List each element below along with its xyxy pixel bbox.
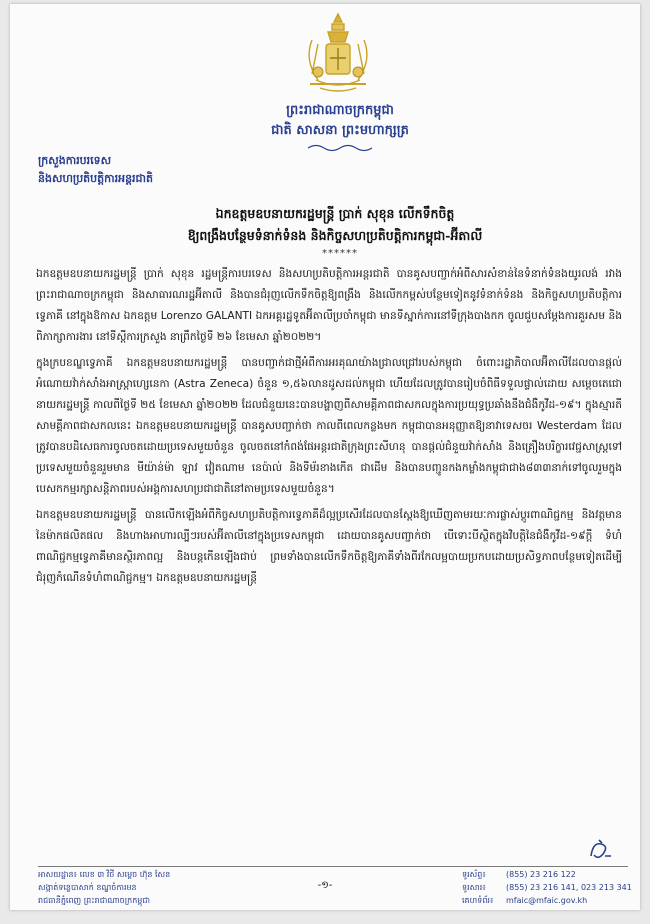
initial-signature [585,836,615,862]
ministry-name-line2: និងសហប្រតិបត្តិការអន្តរជាតិ [38,172,153,185]
address-line-3: រាជធានីភ្នំពេញ ព្រះរាជាណាចក្រកម្ពុជា [38,896,150,905]
fax-label: ទូរសារ៖ [462,883,486,892]
address-line-1: អាសយដ្ឋាន៖ លេខ ៣ វិថី សម្តេច ហ៊ុន សែន [38,870,171,879]
footer-contacts [462,868,632,907]
fax-value: (855) 23 216 141, 023 213 341 [506,883,632,892]
press-release-body [36,264,622,594]
footer-address [38,868,258,907]
page-number: -១- [317,880,333,891]
paragraph-1: ឯកឧត្តមឧបនាយករដ្ឋមន្ត្រី ប្រាក់ សុខុន រដ្ឋមន្ត្រីការបរទេស និងសហប្រតិបត្តិការអន្តរជាតិ បានគូសបញ្ជាក់អំពីសារសំខាន់នៃទំនាក់ទំនងយូរលង់ រវាងព្រះរាជាណាចក្រកម្ពុជា និងសាធារណរដ្ឋអ៊ីតាលី និងបានជំរុញលើកទឹកចិត្តឱ្យពង្រឹង និងលើកកម្ពស់បន្ថែមទៀតនូវទំនាក់ទំនង និងកិច្ចសហប្រតិបត្តិការទ្វេភាគី នៅក្នុងឱកាស ឯកឧត្តម Lorenzo GALANTI ឯកអគ្គរដ្ឋទូតអ៊ីតាលីប្រចាំកម្ពុជា មានទីស្នាក់ការនៅទីក្រុងបាងកក ចូលជួបសម្តែងការគួរសម និងពិភាក្សាការងារ នៅទីស្តីការក្រសួង នាព្រឹកថ្ងៃទី ២៦ ខែមេសា ឆ្នាំ២០២២។ [36,268,622,343]
decorative-ornament [306,144,374,152]
document-page [10,4,640,910]
press-release-title: ឯកឧត្តមឧបនាយករដ្ឋមន្ត្រី ប្រាក់ សុខុន លើកទឹកចិត្ត [215,206,455,221]
press-release-subtitle: ឱ្យពង្រឹងបន្ថែមទំនាក់ទំនង និងកិច្ចសហប្រតិបត្តិការកម្ពុជា-អ៊ីតាលី [187,228,483,243]
address-line-2: សង្កាត់ទន្លេបាសាក់ ខណ្ឌចំការមន [38,883,137,892]
ministry-name: ក្រសួងការបរទេស [38,154,112,167]
email-value: mfaic@mfaic.gov.kh [506,896,588,905]
kingdom-name: ព្រះរាជាណាចក្រកម្ពុជា [286,103,394,118]
phone-label: ទូរស័ព្ទ៖ [462,870,486,879]
royal-coat-of-arms-emblem [298,10,378,96]
phone-value: (855) 23 216 122 [506,870,576,879]
paragraph-2: ក្នុងក្របខណ្ឌទ្វេភាគី ឯកឧត្តមឧបនាយករដ្ឋមន្ត្រី បានបញ្ជាក់ជាថ្មីអំពីការអរគុណយ៉ាងជ្រាលជ្រៅរបស់កម្ពុជា ចំពោះរដ្ឋាភិបាលអ៊ីតាលីដែលបានផ្តល់អំណោយវ៉ាក់សាំងអាស្ត្រាហ្សេនេកា (Astra Zeneca) ចំនួន ១,៥៦លានដូសដល់កម្ពុជា ហើយដែលត្រូវបានរៀបចំពិធីទទួលផ្ទាល់ដោយ សម្តេចតេជោនាយករដ្ឋមន្ត្រី កាលពីថ្ងៃទី ២៥ ខែមេសា ឆ្នាំ២០២២ ដែលជំនួយនេះបានបង្ហាញពីសាមគ្គីភាពជាសកលក្នុងការប្រយុទ្ធប្រឆាំងនឹងជំងឺកូវីដ-១៩។ ក្នុងស្មារតីសាមគ្គីភាពជាសកលនេះ ឯកឧត្តមឧបនាយករដ្ឋមន្ត្រី បានគូសបញ្ជាក់ថា កាលពីពេលកន្លងមក កម្ពុជាបានអនុញ្ញាតឱ្យនាវាទេសចរ Westerdam ដែលត្រូវបានបដិសេធការចូលចតដោយប្រទេសមួយចំនួន ចូលចតនៅកំពង់ផែអន្តរជាតិក្រុងព្រះសីហនុ បានផ្តល់ជំនួយវ៉ាក់សាំង និងគ្រឿងបរិក្ខារវេជ្ជសាស្ត្រទៅប្រទេសមួយចំនួនរួមមាន មីយ៉ាន់ម៉ា ឡាវ វៀតណាម នេប៉ាល់ និងទីម័រខាងកើត ជាដើម និងបានបញ្ជូនកងកម្លាំងកម្ពុជាជាង៨៣៣នាក់ទៅចូលរួមក្នុងបេសកកម្មរក្សាសន្តិភាពរបស់អង្គការសហប្រជាជាតិនៅតាមប្រទេសមួយចំនួន។ [36,357,622,495]
web-label: គេហទំព័រ៖ [462,896,494,905]
paragraph-3: ឯកឧត្តមឧបនាយករដ្ឋមន្ត្រី បានលើកឡើងអំពីកិច្ចសហប្រតិបត្តិការទ្វេភាគីដ៏ល្អប្រសើរដែលបានស្តែងឱ្យឃើញតាមរយៈការផ្លាស់ប្តូរពាណិជ្ជកម្ម និងវត្តមាននៃម៉ាកផលិតផល និងហាងអាហារល្បីៗរបស់អ៊ីតាលីនៅក្នុងប្រទេសកម្ពុជា ដោយបានគូសបញ្ជាក់ថា បើទោះបីស្ថិតក្នុងវិបត្តិនៃជំងឺកូវីដ-១៩ក្តី ទំហំពាណិជ្ជកម្មទ្វេភាគីមានស្ថិរភាពល្អ និងបន្តកើនឡើងជាប់ ព្រមទាំងបានលើកទឹកចិត្តឱ្យភាគីទាំងពីរកែលម្អបាយប្រកបដោយប្រសិទ្ធភាពបន្ថែមទៀតដើម្បីជំរុញកំណើនទំហំពាណិជ្ជកម្ម។ ឯកឧត្តមឧបនាយករដ្ឋមន្ត្រី [36,509,622,584]
footer-divider [38,866,628,867]
title-separator: ****** [322,248,358,259]
national-motto: ជាតិ សាសនា ព្រះមហាក្សត្រ [271,123,409,138]
